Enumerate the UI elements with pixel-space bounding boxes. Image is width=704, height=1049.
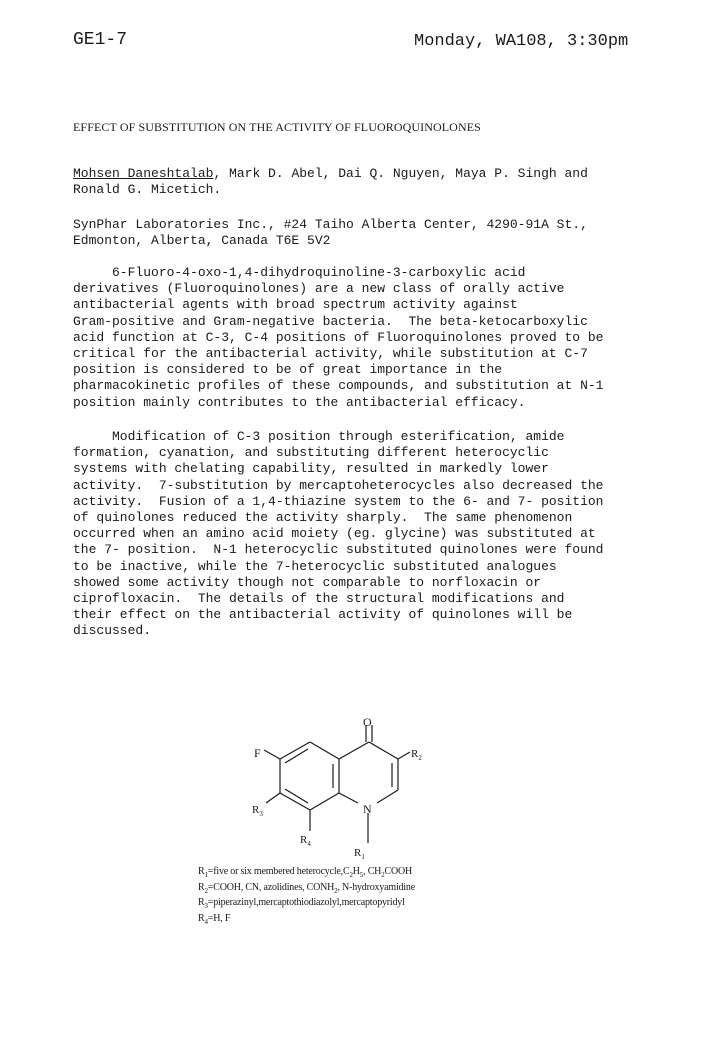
abstract-code: GE1-7 (73, 30, 128, 50)
text-line: pharmacokinetic profiles of these compounds, and substitution at N-1 (73, 378, 604, 394)
paragraph-2 (73, 429, 604, 640)
legend-r3: $R_3=piperazinyl,mercaptothiodiazolyl,mercaptopyridyl$ (198, 897, 405, 910)
text-line: systems with chelating capability, resulted in markedly lower (73, 461, 549, 477)
text-line: 6-Fluoro-4-oxo-1,4-dihydroquinoline-3-carboxylic acid (73, 265, 526, 280)
label-r1: $R_1$ (354, 847, 365, 861)
bond-lines (264, 725, 410, 843)
text-line: showed some activity though not comparable to norfloxacin or (73, 574, 542, 590)
text-line: the 7- position. N-1 heterocyclic substituted quinolones were found (73, 542, 604, 558)
legend-r1: $R_1=five$ or six membered $heterocycle,C_2H_5$, $CH_2COOH$ (198, 866, 413, 879)
text-line: their effect on the antibacterial activity of quinolones will be (73, 607, 573, 623)
session-info: Monday, WA108, 3:30pm (414, 32, 629, 51)
co-authors: , Mark D. Abel, Dai Q. Nguyen, Maya P. Singh and (213, 166, 588, 181)
text-line: critical for the antibacterial activity, while substitution at C-7 (73, 346, 588, 362)
text-line: activity. 7-substitution by mercaptoheterocycles also decreased the (73, 477, 604, 493)
authors (73, 166, 588, 198)
text-line: occurred when an amino acid moiety (eg. glycine) was substituted at (73, 526, 596, 542)
text-line: discussed. (73, 623, 152, 639)
quinolone-structure (180, 705, 480, 879)
atom-n: N (363, 802, 372, 816)
text-line: of quinolones reduced the activity sharply. The same phenomenon (73, 510, 573, 526)
legend-r2: $R_2=COOH$, CN, azolidines, $CONH_2$, N-hydroxyamidine (198, 881, 415, 895)
atom-f: F (254, 746, 261, 760)
text-line: position is considered to be of great importance in the (73, 362, 503, 378)
text-line: ciprofloxacin. The details of the structural modifications and (73, 591, 565, 607)
text-line: derivatives (Fluoroquinolones) are a new class of orally active (73, 281, 565, 297)
text-line: antibacterial agents with broad spectrum activity against (73, 297, 518, 313)
text-line: Gram-positive and Gram-negative bacteria. The beta-ketocarboxylic (73, 313, 588, 329)
co-authors-line2: Ronald G. Micetich. (73, 182, 222, 198)
text-line: formation, cyanation, and substituting different heterocyclic (73, 445, 549, 461)
legend-r4: $R_4=H$, F (198, 912, 231, 926)
substituent-legend (198, 866, 415, 928)
label-r2: $R_2$ (411, 748, 422, 762)
text-line: activity. Fusion of a 1,4-thiazine system to the 6- and 7- position (73, 493, 604, 509)
abstract-title: EFFECT OF SUBSTITUTION ON THE ACTIVITY OF FLUOROQUINOLONES (73, 120, 481, 134)
affiliation-line1: SynPhar Laboratories Inc., #24 Taiho Alberta Center, 4290-91A St., (73, 217, 588, 232)
label-r3: $R_3$ (252, 804, 263, 818)
text-line: to be inactive, while the 7-heterocyclic substituted analogues (73, 558, 557, 574)
text-line: position mainly contributes to the antibacterial efficacy. (73, 394, 526, 410)
affiliation-line2: Edmonton, Alberta, Canada T6E 5V2 (73, 233, 331, 249)
text-line: Modification of C-3 position through esterification, amide (73, 429, 565, 444)
paragraph-1 (73, 265, 604, 411)
text-line: acid function at C-3, C-4 positions of Fluoroquinolones proved to be (73, 329, 604, 345)
affiliation (73, 217, 588, 249)
label-r4: $R_4$ (300, 834, 311, 848)
atom-o: O (363, 715, 372, 729)
presenting-author: Mohsen Daneshtalab (73, 166, 214, 181)
